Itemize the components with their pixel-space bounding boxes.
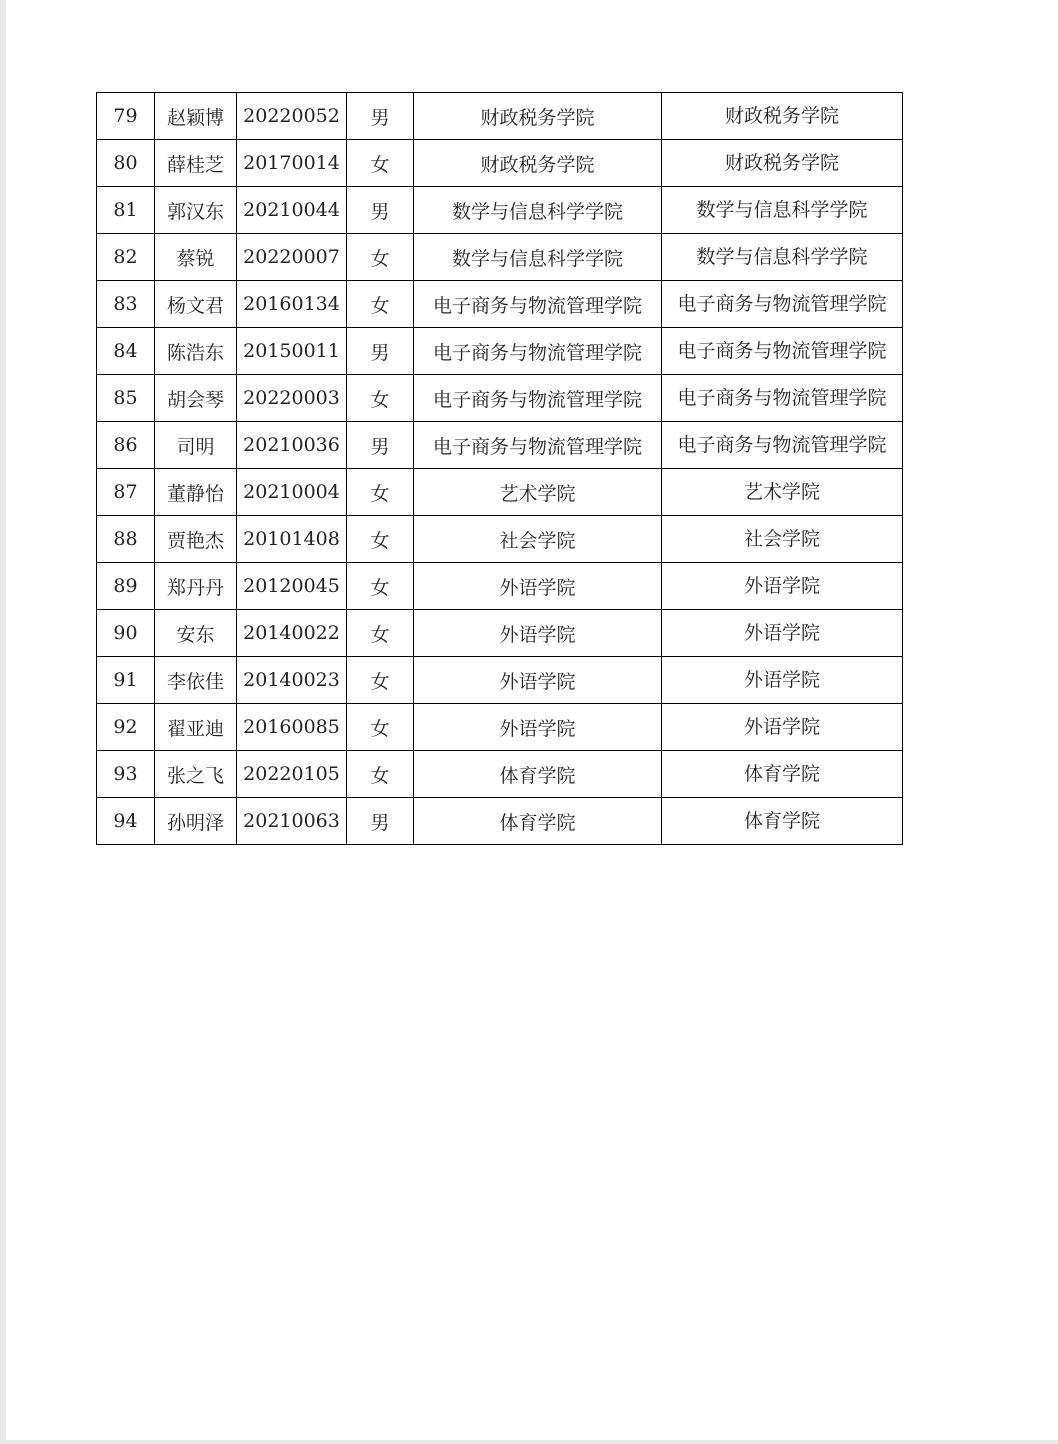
- cell-unit-text: 艺术学院: [743, 481, 820, 503]
- cell-number: 89: [97, 563, 155, 610]
- cell-unit-text: 外语学院: [743, 716, 820, 738]
- cell-college: 外语学院: [414, 704, 662, 751]
- cell-staff-id: 20150011: [237, 328, 347, 375]
- cell-staff-id: 20220007: [237, 234, 347, 281]
- cell-unit-text: 财政税务学院: [724, 105, 839, 127]
- table-row: [97, 798, 903, 845]
- cell-name: 陈浩东: [155, 328, 237, 375]
- cell-college: 外语学院: [414, 563, 662, 610]
- cell-gender: 女: [347, 469, 414, 516]
- cell-college: 外语学院: [414, 610, 662, 657]
- cell-college: 电子商务与物流管理学院: [414, 375, 662, 422]
- table-row: [97, 610, 903, 657]
- table-row: [97, 281, 903, 328]
- cell-gender: 女: [347, 657, 414, 704]
- cell-number: 94: [97, 798, 155, 845]
- cell-name: 郑丹丹: [155, 563, 237, 610]
- cell-staff-id: 20210036: [237, 422, 347, 469]
- cell-staff-id: 20140022: [237, 610, 347, 657]
- cell-name: 胡会琴: [155, 375, 237, 422]
- cell-number: 79: [97, 93, 155, 140]
- cell-number: 81: [97, 187, 155, 234]
- cell-college: 财政税务学院: [414, 140, 662, 187]
- cell-unit: [662, 328, 903, 375]
- cell-name: 薛桂芝: [155, 140, 237, 187]
- cell-number: 87: [97, 469, 155, 516]
- cell-gender: 女: [347, 234, 414, 281]
- cell-gender: 男: [347, 328, 414, 375]
- table-row: [97, 187, 903, 234]
- cell-staff-id: 20160134: [237, 281, 347, 328]
- cell-number: 83: [97, 281, 155, 328]
- cell-unit: [662, 234, 903, 281]
- cell-number: 82: [97, 234, 155, 281]
- table-row: [97, 469, 903, 516]
- table-row: [97, 328, 903, 375]
- cell-unit-text: 数学与信息科学学院: [696, 199, 868, 221]
- cell-number: 80: [97, 140, 155, 187]
- cell-staff-id: 20210044: [237, 187, 347, 234]
- cell-number: 84: [97, 328, 155, 375]
- cell-unit-text: 体育学院: [743, 763, 820, 785]
- cell-college: 社会学院: [414, 516, 662, 563]
- cell-unit: [662, 375, 903, 422]
- cell-staff-id: 20220003: [237, 375, 347, 422]
- cell-name: 李依佳: [155, 657, 237, 704]
- cell-number: 91: [97, 657, 155, 704]
- cell-unit-text: 体育学院: [743, 810, 820, 832]
- cell-unit-text: 外语学院: [743, 669, 820, 691]
- cell-name: 翟亚迪: [155, 704, 237, 751]
- cell-gender: 女: [347, 751, 414, 798]
- cell-unit-text: 电子商务与物流管理学院: [677, 387, 887, 409]
- cell-unit: [662, 610, 903, 657]
- cell-unit: [662, 516, 903, 563]
- cell-name: 赵颖博: [155, 93, 237, 140]
- cell-number: 93: [97, 751, 155, 798]
- cell-gender: 女: [347, 140, 414, 187]
- cell-unit-text: 电子商务与物流管理学院: [677, 434, 887, 456]
- cell-number: 88: [97, 516, 155, 563]
- cell-unit-text: 电子商务与物流管理学院: [677, 293, 887, 315]
- cell-name: 张之飞: [155, 751, 237, 798]
- table-row: [97, 422, 903, 469]
- cell-unit: [662, 93, 903, 140]
- cell-unit: [662, 798, 903, 845]
- cell-staff-id: 20220052: [237, 93, 347, 140]
- cell-gender: 男: [347, 798, 414, 845]
- cell-number: 86: [97, 422, 155, 469]
- cell-gender: 女: [347, 281, 414, 328]
- cell-staff-id: 20170014: [237, 140, 347, 187]
- cell-college: 体育学院: [414, 751, 662, 798]
- cell-gender: 男: [347, 422, 414, 469]
- cell-college: 外语学院: [414, 657, 662, 704]
- table-row: [97, 751, 903, 798]
- cell-name: 孙明泽: [155, 798, 237, 845]
- roster-table-body: [97, 93, 903, 845]
- cell-unit-text: 外语学院: [743, 622, 820, 644]
- cell-unit-text: 社会学院: [743, 528, 820, 550]
- table-row: [97, 375, 903, 422]
- cell-staff-id: 20160085: [237, 704, 347, 751]
- cell-gender: 男: [347, 93, 414, 140]
- cell-name: 贾艳杰: [155, 516, 237, 563]
- cell-college: 财政税务学院: [414, 93, 662, 140]
- cell-college: 艺术学院: [414, 469, 662, 516]
- cell-college: 数学与信息科学学院: [414, 234, 662, 281]
- cell-number: 85: [97, 375, 155, 422]
- cell-unit: [662, 751, 903, 798]
- cell-name: 郭汉东: [155, 187, 237, 234]
- cell-name: 蔡锐: [155, 234, 237, 281]
- table-row: [97, 93, 903, 140]
- document-page: [6, 0, 1058, 1440]
- cell-unit-text: 电子商务与物流管理学院: [677, 340, 887, 362]
- cell-unit-text: 数学与信息科学学院: [696, 246, 868, 268]
- cell-unit: [662, 187, 903, 234]
- cell-gender: 女: [347, 704, 414, 751]
- cell-name: 杨文君: [155, 281, 237, 328]
- cell-gender: 女: [347, 610, 414, 657]
- table-row: [97, 516, 903, 563]
- cell-unit: [662, 563, 903, 610]
- cell-name: 安东: [155, 610, 237, 657]
- cell-unit: [662, 704, 903, 751]
- cell-gender: 男: [347, 187, 414, 234]
- cell-staff-id: 20101408: [237, 516, 347, 563]
- cell-staff-id: 20140023: [237, 657, 347, 704]
- roster-table: [96, 92, 903, 845]
- cell-staff-id: 20220105: [237, 751, 347, 798]
- cell-college: 电子商务与物流管理学院: [414, 328, 662, 375]
- cell-number: 90: [97, 610, 155, 657]
- cell-unit: [662, 140, 903, 187]
- cell-unit-text: 财政税务学院: [724, 152, 839, 174]
- cell-staff-id: 20120045: [237, 563, 347, 610]
- cell-gender: 女: [347, 516, 414, 563]
- table-row: [97, 563, 903, 610]
- cell-gender: 女: [347, 375, 414, 422]
- cell-gender: 女: [347, 563, 414, 610]
- cell-unit: [662, 657, 903, 704]
- cell-name: 董静怡: [155, 469, 237, 516]
- cell-college: 数学与信息科学学院: [414, 187, 662, 234]
- table-row: [97, 234, 903, 281]
- cell-staff-id: 20210004: [237, 469, 347, 516]
- table-row: [97, 704, 903, 751]
- cell-number: 92: [97, 704, 155, 751]
- cell-college: 电子商务与物流管理学院: [414, 422, 662, 469]
- cell-name: 司明: [155, 422, 237, 469]
- cell-unit: [662, 422, 903, 469]
- cell-college: 体育学院: [414, 798, 662, 845]
- cell-unit: [662, 469, 903, 516]
- cell-unit: [662, 281, 903, 328]
- cell-staff-id: 20210063: [237, 798, 347, 845]
- table-row: [97, 140, 903, 187]
- cell-college: 电子商务与物流管理学院: [414, 281, 662, 328]
- table-row: [97, 657, 903, 704]
- cell-unit-text: 外语学院: [743, 575, 820, 597]
